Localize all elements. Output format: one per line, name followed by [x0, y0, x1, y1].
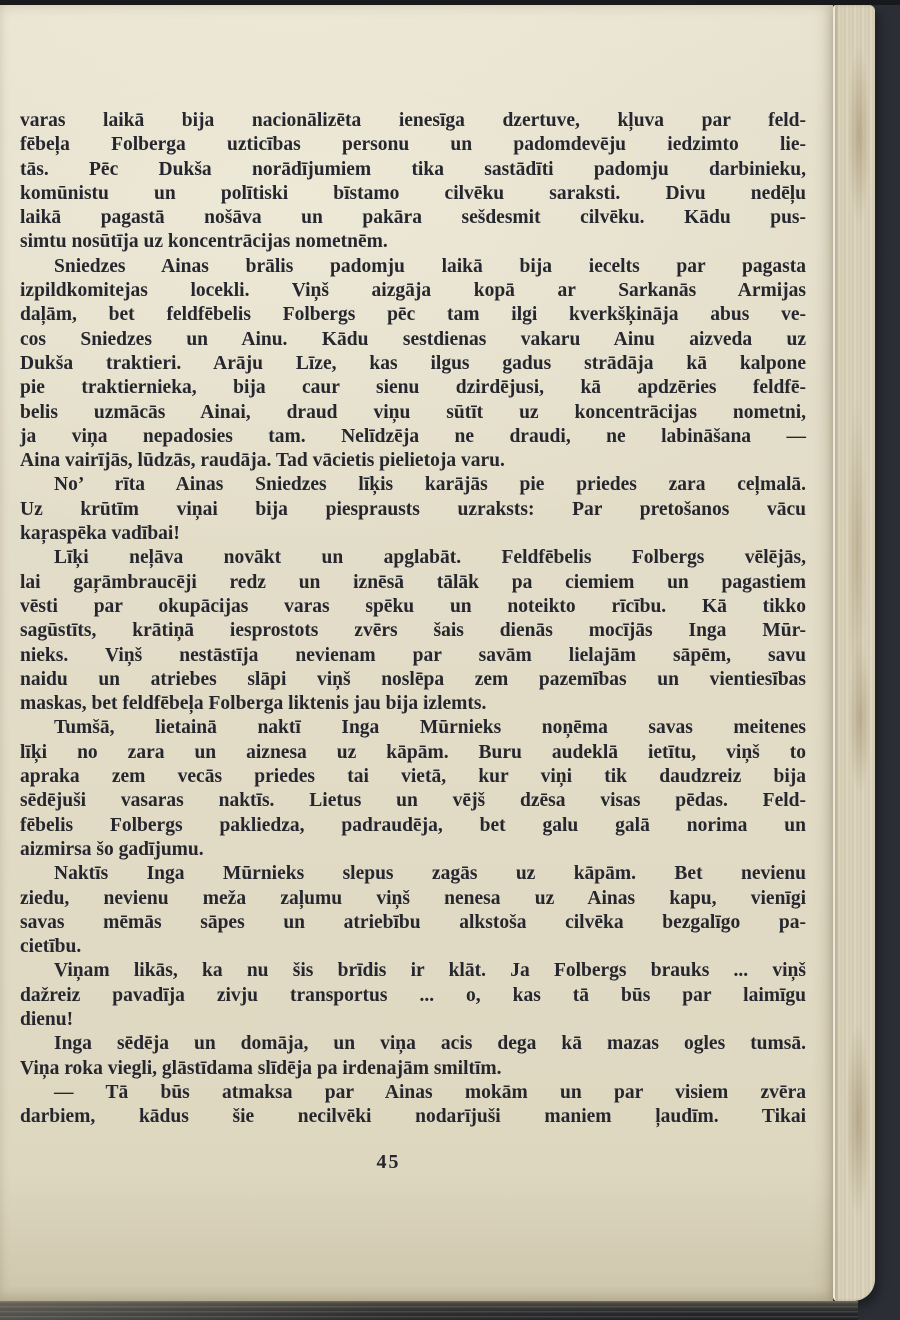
text-line: fēbelis Folbergs pakliedza, padraudēja, bet galu galā norima un: [20, 814, 806, 836]
text-line: aizmirsa šo gadījumu.: [20, 838, 204, 860]
text-line: vēsti par okupācijas varas spēku un noteikto rīcību. Kā tikko: [20, 595, 806, 617]
text-line: tās. Pēc Dukša norādījumiem tika sastādīti padomju darbinieku,: [20, 158, 806, 180]
text-line: komūnistu un polītiski bīstamo cilvēku saraksti. Divu nedēļu: [20, 182, 806, 204]
text-line: kaŗaspēka vadībai!: [20, 523, 180, 545]
text-line: Naktīs Inga Mūrnieks slepus zagās uz kāpām. Bet nevienu: [54, 863, 806, 885]
text-line: Līķi neļāva novākt un apglabāt. Feldfēbelis Folbergs vēlējās,: [54, 547, 806, 569]
text-line: naidu un atriebes slāpi viņš noslēpa zem pazemības un vientiesības: [20, 668, 806, 690]
text-line: No’ rīta Ainas Sniedzes līķis karājās pie priedes zara ceļmalā.: [54, 474, 806, 496]
text-line: apraka zem vecās priedes tai vietā, kur viņi tik daudzreiz bija: [20, 766, 806, 788]
text-line: dienu!: [20, 1008, 74, 1030]
book-page: [0, 5, 833, 1301]
text-line: pie traktiernieka, bija caur sienu dzirdējusi, kā apdzēries feldfē-: [20, 377, 806, 399]
text-line: Sniedzes Ainas brālis padomju laikā bija iecelts par pagasta: [54, 255, 806, 277]
text-line: daļām, bet feldfēbelis Folbergs pēc tam ilgi kverkšķināja abus ve-: [20, 304, 806, 326]
text-line: sēdējuši vasaras naktīs. Lietus un vējš dzēsa visas pēdas. Feld-: [20, 790, 806, 812]
page-number: 45: [376, 1151, 401, 1173]
text-line: savas mēmās sāpes un atriebību alkstoša cilvēka bezgalīgo pa-: [20, 911, 806, 933]
text-line: darbiem, kādus šie necilvēki nodarījuši maniem ļaudīm. Tikai: [20, 1106, 806, 1128]
text-line: nieks. Viņš nestāstīja nevienam par savām lielajām sāpēm, savu: [20, 644, 806, 666]
text-line: maskas, bet feldfēbeļa Folberga liktenis jau bija izlemts.: [20, 693, 487, 715]
text-line: cietību.: [20, 936, 82, 958]
text-line: belis uzmācās Ainai, draud viņu sūtīt uz koncentrācijas nometni,: [20, 401, 806, 423]
text-line: fēbeļa Folberga uzticības personu un padomdevēju iedzimto lie-: [20, 134, 806, 156]
text-line: Dukša traktieri. Arāju Līze, kas ilgus gadus strādāja kā kalpone: [20, 352, 806, 374]
book-fore-edge: [833, 5, 875, 1301]
text-line: līķi no zara un aiznesa uz kāpām. Buru audeklā ietītu, viņš to: [20, 741, 806, 763]
text-line: Viņa roka viegli, glāstīdama slīdēja pa irdenajām smiltīm.: [20, 1057, 502, 1079]
text-line: cos Sniedzes un Ainu. Kādu sestdienas vakaru Ainu aizveda uz: [20, 328, 806, 350]
text-line: — Tā būs atmaksa par Ainas mokām un par visiem zvēra: [54, 1081, 806, 1103]
text-line: sagūstīts, krātiņā iesprostots zvērs šais dienās mocījās Inga Mūr-: [20, 620, 806, 642]
book-bottom-edge: [0, 1301, 858, 1320]
page-text: [20, 109, 806, 1129]
text-line: dažreiz pavadīja zivju transportus ... o, kas tā būs par laimīgu: [20, 984, 806, 1006]
text-line: ziedu, nevienu meža zaļumu viņš nenesa uz Ainas kapu, vienīgi: [20, 887, 806, 909]
text-line: Tumšā, lietainā naktī Inga Mūrnieks noņēma savas meitenes: [54, 717, 806, 739]
text-line: varas laikā bija nacionālizēta ienesīga dzertuve, kļuva par feld-: [20, 110, 806, 131]
text-line: laikā pagastā nošāva un pakāra sešdesmit cilvēku. Kādu pus-: [20, 207, 806, 229]
text-line: lai gaŗāmbraucēji redz un iznēsā tālāk pa ciemiem un pagastiem: [20, 571, 806, 593]
text-line: Aina vairījās, lūdzās, raudāja. Tad vācietis pielietoja varu.: [20, 450, 505, 472]
text-line: simtu nosūtīja uz koncentrācijas nometnēm.: [20, 231, 388, 253]
text-line: izpildkomitejas locekli. Viņš aizgāja kopā ar Sarkanās Armijas: [20, 280, 806, 302]
text-line: ja viņa nepadosies tam. Nelīdzēja ne draudi, ne labināšana —: [20, 425, 806, 447]
text-line: Viņam likās, ka nu šis brīdis ir klāt. Ja Folbergs brauks ... viņš: [54, 960, 806, 982]
text-line: Inga sēdēja un domāja, un viņa acis dega kā mazas ogles tumsā.: [54, 1033, 806, 1055]
text-line: Uz krūtīm viņai bija piesprausts uzraksts: Par pretošanos vācu: [20, 498, 806, 520]
